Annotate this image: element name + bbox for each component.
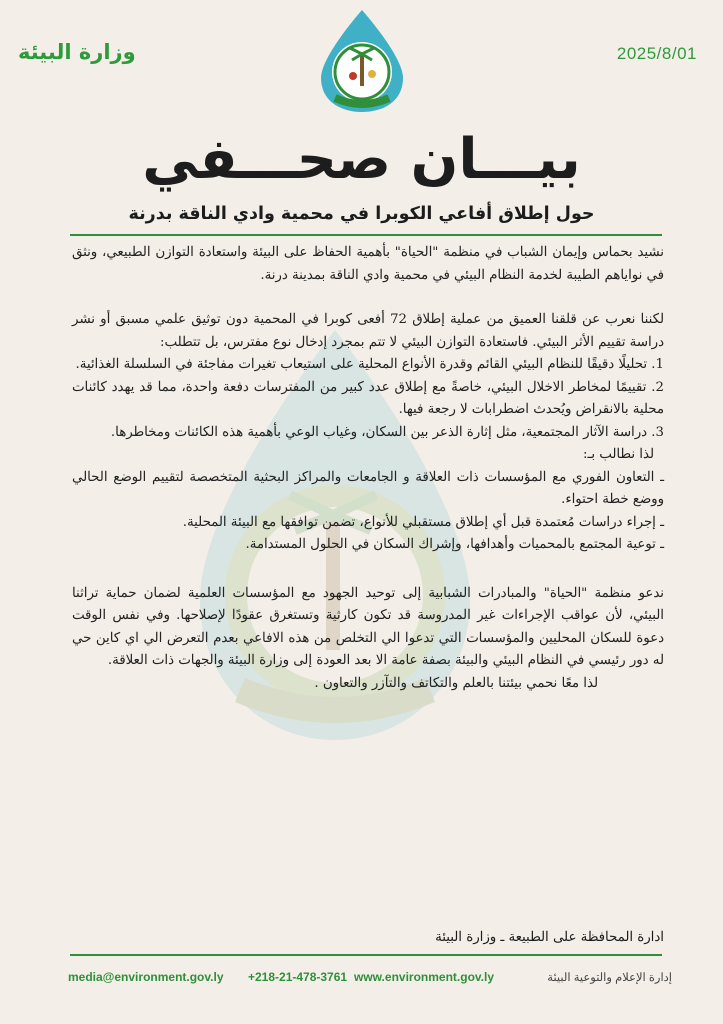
footer-department: إدارة الإعلام والتوعية البيئة [547, 972, 672, 984]
footer-email-link[interactable]: media@environment.gov.ly [68, 970, 224, 984]
requirement-item-1: 1. تحليلًا دقيقًا للنظام البيئي القائم وقدرة الأنواع المحلية على استيعاب تغيرات مفاجئة في السلسلة الغذائية. [75, 357, 664, 372]
footer-phone[interactable]: +218-21-478-3761 [248, 970, 348, 984]
bottom-divider [70, 954, 662, 956]
requirement-item-2: 2. تقييمًا لمخاطر الاخلال البيئي، خاصةً مع إطلاق عدد كبير من المفترسات دفعة واحدة، مما قد يهدد كائنات محلية بالانقراض ويُحدث اضطرابات لا رجعة فيها. [72, 379, 664, 417]
signature-line: ادارة المحافظة على الطبيعة ـ وزارة البيئة [435, 930, 664, 945]
intro-paragraph: نشيد بحماس وإيمان الشباب في منظمة "الحياة" بأهمية الحفاظ على البيئة واستعادة التوازن الطبيعي، ونثق في نواياهم الطيبة لخدمة النظام البيئي في محمية وادي الناقة بمدينة درنة. [72, 245, 664, 283]
demands-intro: لذا نطالب بـ: [582, 447, 654, 462]
press-release-body [72, 242, 664, 695]
page-subtitle: حول إطلاق أفاعي الكوبرا في محمية وادي الناقة بدرنة [128, 204, 595, 224]
page-title: بيـــان صحـــفي [142, 127, 581, 192]
call-paragraph: ندعو منظمة "الحياة" والمبادرات الشبابية إلى توحيد الجهود مع المؤسسات العلمية لضمان حماية تراثنا البيئي، لأن عواقب الإجراءات غير المدروسة قد تكون كارثية وتستغرق عقودًا لإصلاحها. وفي نفس الوقت دعوة للسكان المحليين والمؤسسات التي تدعوا الي التخلص من هذه الافاعي بعدم التعرض الي اي كاين حي له دور رئيسي في النظام البيئي والبيئة بصفة عامة الا بعد العودة إلى وزارة البيئة والجهات ذات العلاقة. [72, 585, 664, 668]
demand-item-2: ـ إجراء دراسات مُعتمدة قبل أي إطلاق مستقبلي للأنواع، تضمن توافقها مع البيئة المحلية. [182, 514, 664, 530]
concern-paragraph: لكننا نعرب عن قلقنا العميق من عملية إطلاق 72 أفعى كوبرا في المحمية دون توثيق علمي مسبق أو نشر دراسة تقييم الأثر البيئي. فاستعادة التوازن البيئي لا تتم بمجرد إدخال نوع مفترس، بل تتطلب: [72, 312, 665, 350]
release-date: 2025/8/01 [616, 44, 697, 63]
top-divider [70, 234, 662, 236]
footer [62, 970, 672, 992]
header-ministry-name [18, 40, 158, 64]
requirement-item-3: 3. دراسة الآثار المجتمعية، مثل إثارة الذعر بين السكان، وغياب الوعي بأهمية هذه الكائنات ومخاطرها. [110, 424, 664, 440]
ministry-name-text: وزارة البيئة [18, 40, 136, 64]
demand-item-1: ـ التعاون الفوري مع المؤسسات ذات العلاقة و الجامعات والمراكز البحثية المتخصصة لتقييم الوضع الحالي ووضع خطة احتواء. [72, 469, 664, 507]
ministry-logo-icon [317, 8, 407, 114]
demand-item-3: ـ توعية المجتمع بالمحميات وأهدافها، وإشراك السكان في الحلول المستدامة. [245, 537, 664, 552]
closing-line: لذا معًا نحمي بيئتنا بالعلم والتكاتف والتآزر والتعاون . [314, 675, 598, 691]
footer-website-link[interactable]: www.environment.gov.ly [354, 970, 495, 984]
